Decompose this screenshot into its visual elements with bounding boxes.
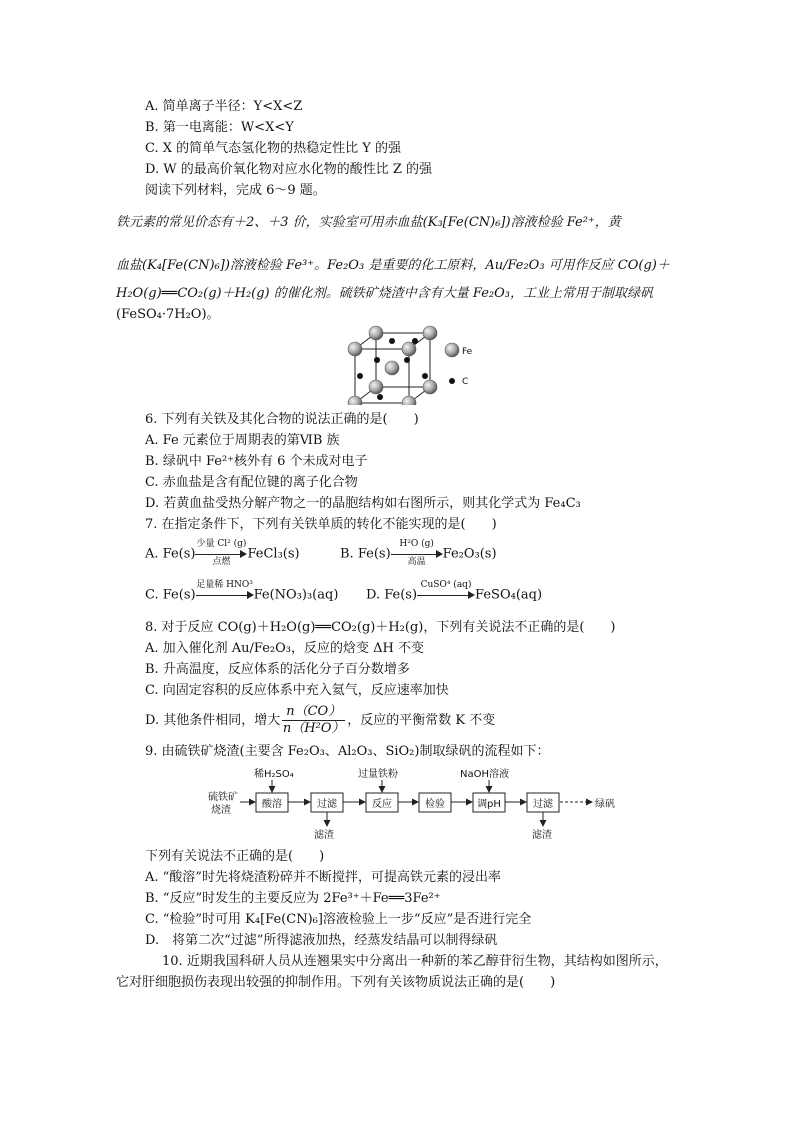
q6-stem: 6. 下列有关铁及其化合物的说法正确的是( )	[145, 412, 419, 427]
reaction-arrow	[391, 539, 443, 567]
q7-a-label: A. Fe(s)	[145, 546, 196, 562]
q9-option-b: B. “反应”时发生的主要反应为 2Fe³⁺＋Fe══3Fe²⁺	[145, 891, 441, 906]
q5-option-a: A. 简单离子半径：Y<X<Z	[145, 99, 303, 114]
legend-c-label: C	[462, 377, 469, 387]
reading-intro: 阅读下列材料，完成 6～9 题。	[145, 183, 326, 198]
q8-option-d	[145, 704, 495, 737]
flow-box-4: 检验	[425, 799, 445, 810]
q6-option-b: B. 绿矾中 Fe²⁺核外有 6 个未成对电子	[145, 454, 368, 469]
legend-fe-label: Fe	[462, 347, 473, 357]
material-line-2: 血盐(K₄[Fe(CN)₆])溶液检验 Fe³⁺。Fe₂O₃ 是重要的化工原料，Au/Fe₂O₃ 可用作反应 CO(g)＋	[116, 258, 670, 273]
q7-b-above: H²O (g)	[399, 539, 434, 549]
q7-option-b	[340, 539, 497, 567]
q7-stem: 7. 在指定条件下，下列有关铁单质的转化不能实现的是( )	[145, 517, 497, 532]
q9-stem: 9. 由硫铁矿烧渣(主要含 Fe₂O₃、Al₂O₃、SiO₂)制取绿矾的流程如下：	[145, 744, 550, 759]
flow-box-6: 过滤	[533, 799, 553, 810]
q9-substem: 下列有关说法不正确的是( )	[145, 849, 325, 864]
flow-start-line2: 烧渣	[211, 805, 231, 816]
q8-stem: 8. 对于反应 CO(g)＋H₂O(g)══CO₂(g)＋H₂(g)，下列有关说法不正确的是( )	[145, 620, 616, 635]
flowchart	[190, 762, 650, 844]
q7-c-label: C. Fe(s)	[145, 587, 196, 603]
q7-a-above: 少量 Cl² (g)	[196, 539, 247, 549]
q7-a-below: 点燃	[212, 557, 231, 567]
q10-line-2: 它对肝细胞损伤表现出较强的抑制作用。下列有关该物质说法正确的是( )	[116, 975, 556, 990]
q7-option-a	[145, 539, 300, 567]
q8-d-suffix: ，反应的平衡常数 K 不变	[347, 713, 496, 728]
q8-option-c: C. 向固定容积的反应体系中充入氦气，反应速率加快	[145, 683, 449, 698]
q7-b-below: 高温	[407, 557, 426, 567]
reaction-arrow	[196, 580, 254, 604]
material-line-1: 铁元素的常见价态有＋2、＋3 价，实验室可用赤血盐(K₃[Fe(CN)₆])溶液检验 Fe²⁺，黄	[116, 215, 621, 230]
fraction	[282, 704, 345, 737]
flow-end-product: 绿矾	[595, 799, 615, 810]
q7-c-product: Fe(NO₃)₃(aq)	[253, 587, 339, 603]
flow-reagent-naoh: NaOH溶液	[460, 769, 509, 780]
material-line-3: H₂O(g)══CO₂(g)＋H₂(g) 的催化剂。硫铁矿烧渣中含有大量 Fe₂O₃，工业上常用于制取绿矾	[116, 286, 653, 301]
flow-box-2: 过滤	[317, 799, 337, 810]
flow-residue-1: 滤渣	[314, 830, 334, 841]
flow-box-5: 调pH	[477, 799, 501, 810]
flow-reagent-acid: 稀H₂SO₄	[254, 769, 294, 780]
q6-option-c: C. 赤血盐是含有配位键的离子化合物	[145, 475, 358, 490]
flow-reagent-iron: 过量铁粉	[358, 769, 398, 780]
reaction-arrow	[195, 539, 247, 567]
q7-a-product: FeCl₃(s)	[247, 546, 300, 562]
material-line-4: (FeSO₄·7H₂O)。	[116, 307, 220, 322]
q7-option-c	[145, 580, 339, 604]
q9-option-d: D. 将第二次“过滤”所得滤液加热，经蒸发结晶可以制得绿矾	[145, 933, 498, 948]
q8-option-a: A. 加入催化剂 Au/Fe₂O₃，反应的焓变 ΔH 不变	[145, 641, 424, 656]
crystal-cell-figure	[340, 320, 490, 405]
q7-option-d	[366, 580, 543, 604]
q8-option-b: B. 升高温度，反应体系的活化分子百分数增多	[145, 662, 410, 677]
q7-d-label: D. Fe(s)	[366, 587, 418, 603]
q8-d-prefix: D. 其他条件相同，增大	[145, 713, 281, 728]
q7-d-above: CuSO⁴ (aq)	[420, 580, 472, 590]
q7-d-product: FeSO₄(aq)	[475, 587, 543, 603]
flow-box-3: 反应	[372, 799, 392, 810]
fraction-numerator: n（CO）	[282, 704, 345, 721]
fraction-denominator: n（H²O）	[282, 721, 345, 736]
q7-b-label: B. Fe(s)	[340, 546, 391, 562]
q5-option-c: C. X 的简单气态氢化物的热稳定性比 Y 的强	[145, 141, 401, 156]
q6-option-d: D. 若黄血盐受热分解产物之一的晶胞结构如右图所示，则其化学式为 Fe₄C₃	[145, 496, 581, 511]
q9-option-c: C. “检验”时可用 K₄[Fe(CN)₆]溶液检验上一步“反应”是否进行完全	[145, 912, 532, 927]
q9-option-a: A. “酸溶”时先将烧渣粉碎并不断搅拌，可提高铁元素的浸出率	[145, 870, 501, 885]
reaction-arrow	[417, 580, 475, 604]
q5-option-b: B. 第一电离能：W<X<Y	[145, 120, 294, 135]
q5-option-d: D. W 的最高价氧化物对应水化物的酸性比 Z 的强	[145, 162, 433, 177]
q10-line-1: 10. 近期我国科研人员从连翘果实中分离出一种新的苯乙醇苷衍生物，其结构如图所示，	[162, 954, 668, 969]
q7-c-above: 足量稀 HNO³	[196, 580, 253, 590]
flow-box-1: 酸溶	[262, 799, 282, 810]
q7-b-product: Fe₂O₃(s)	[442, 546, 497, 562]
flow-residue-2: 滤渣	[532, 830, 552, 841]
flow-start-line1: 硫铁矿	[208, 792, 238, 803]
q6-option-a: A. Fe 元素位于周期表的第ⅥB 族	[145, 433, 340, 448]
